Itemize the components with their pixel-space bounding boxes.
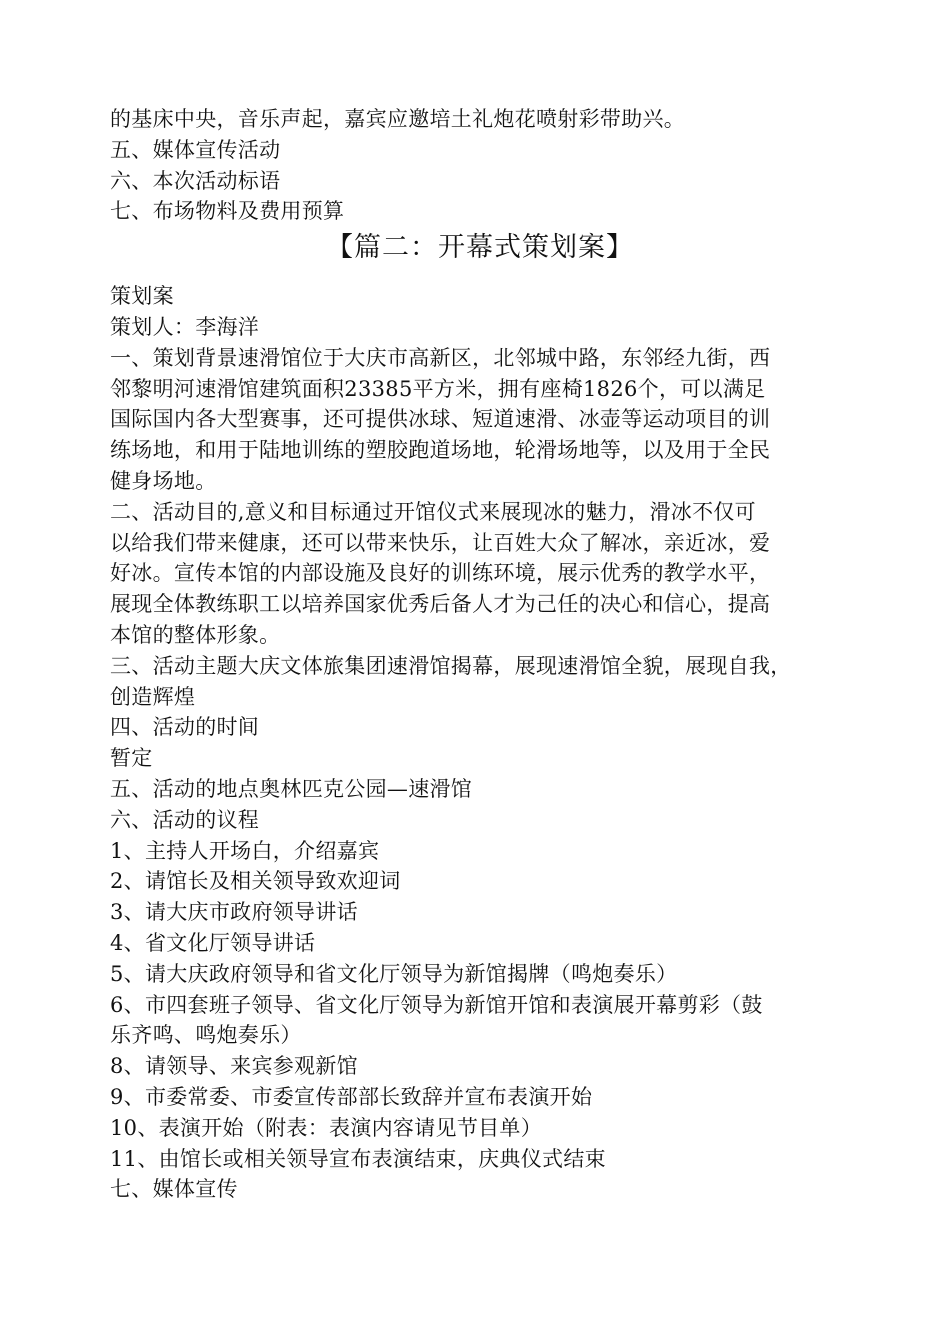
agenda-item: 1、主持人开场白，介绍嘉宾 xyxy=(110,838,380,863)
paragraph-line: 五、活动的地点奥林匹克公园—速滑馆 xyxy=(110,776,473,801)
agenda-item: 3、请大庆市政府领导讲话 xyxy=(110,900,358,925)
paragraph-line: 四、活动的时间 xyxy=(110,715,260,740)
paragraph-line: 健身场地。 xyxy=(110,468,217,493)
paragraph-line: 策划人：李海洋 xyxy=(110,314,260,339)
paragraph-line: 六、活动的议程 xyxy=(110,807,260,832)
agenda-item: 8、请领导、来宾参观新馆 xyxy=(110,1054,358,1079)
agenda-item: 乐齐鸣、鸣炮奏乐） xyxy=(110,1023,302,1048)
paragraph-line: 七、布场物料及费用预算 xyxy=(110,199,345,224)
agenda-item: 11、由馆长或相关领导宣布表演结束，庆典仪式结束 xyxy=(110,1146,606,1171)
agenda-item: 6、市四套班子领导、省文化厅领导为新馆开馆和表演展开幕剪彩（鼓 xyxy=(110,992,763,1017)
paragraph-line: 策划案 xyxy=(110,284,174,309)
paragraph-line: 六、本次活动标语 xyxy=(110,168,281,193)
agenda-item: 10、表演开始（附表：表演内容请见节目单） xyxy=(110,1115,543,1140)
paragraph-line: 一、策划背景速滑馆位于大庆市高新区，北邻城中路，东邻经九街，西 xyxy=(110,345,771,370)
paragraph-line: 好冰。宣传本馆的内部设施及良好的训练环境，展示优秀的教学水平， xyxy=(110,561,771,586)
paragraph-line: 邻黎明河速滑馆建筑面积23385平方米，拥有座椅1826个，可以满足 xyxy=(110,376,766,401)
paragraph-line: 五、媒体宣传活动 xyxy=(110,137,281,162)
paragraph-line: 练场地，和用于陆地训练的塑胶跑道场地，轮滑场地等，以及用于全民 xyxy=(110,438,771,463)
paragraph-line: 国际国内各大型赛事，还可提供冰球、短道速滑、冰壶等运动项目的训 xyxy=(110,407,771,432)
paragraph-line: 二、活动目的,意义和目标通过开馆仪式来展现冰的魅力，滑冰不仅可 xyxy=(110,499,756,524)
section-title: 【篇二：开幕式策划案】 xyxy=(326,232,634,264)
paragraph-line: 创造辉煌 xyxy=(110,684,196,709)
agenda-item: 9、市委常委、市委宣传部部长致辞并宣布表演开始 xyxy=(110,1084,593,1109)
agenda-item: 5、请大庆政府领导和省文化厅领导为新馆揭牌（鸣炮奏乐） xyxy=(110,961,678,986)
paragraph-line: 本馆的整体形象。 xyxy=(110,622,281,647)
document-page xyxy=(110,104,850,1205)
paragraph-line: 以给我们带来健康，还可以带来快乐，让百姓大众了解冰，亲近冰，爱 xyxy=(110,530,771,555)
paragraph-line: 三、活动主题大庆文体旅集团速滑馆揭幕，展现速滑馆全貌，展现自我， xyxy=(110,653,792,678)
paragraph-line: 展现全体教练职工以培养国家优秀后备人才为己任的决心和信心，提高 xyxy=(110,592,771,617)
agenda-item: 4、省文化厅领导讲话 xyxy=(110,930,316,955)
paragraph-line: 的基床中央，音乐声起，嘉宾应邀培土礼炮花喷射彩带助兴。 xyxy=(110,107,686,131)
paragraph-line: 暂定 xyxy=(110,746,153,771)
agenda-item: 2、请馆长及相关领导致欢迎词 xyxy=(110,869,401,894)
paragraph-line: 七、媒体宣传 xyxy=(110,1177,238,1202)
